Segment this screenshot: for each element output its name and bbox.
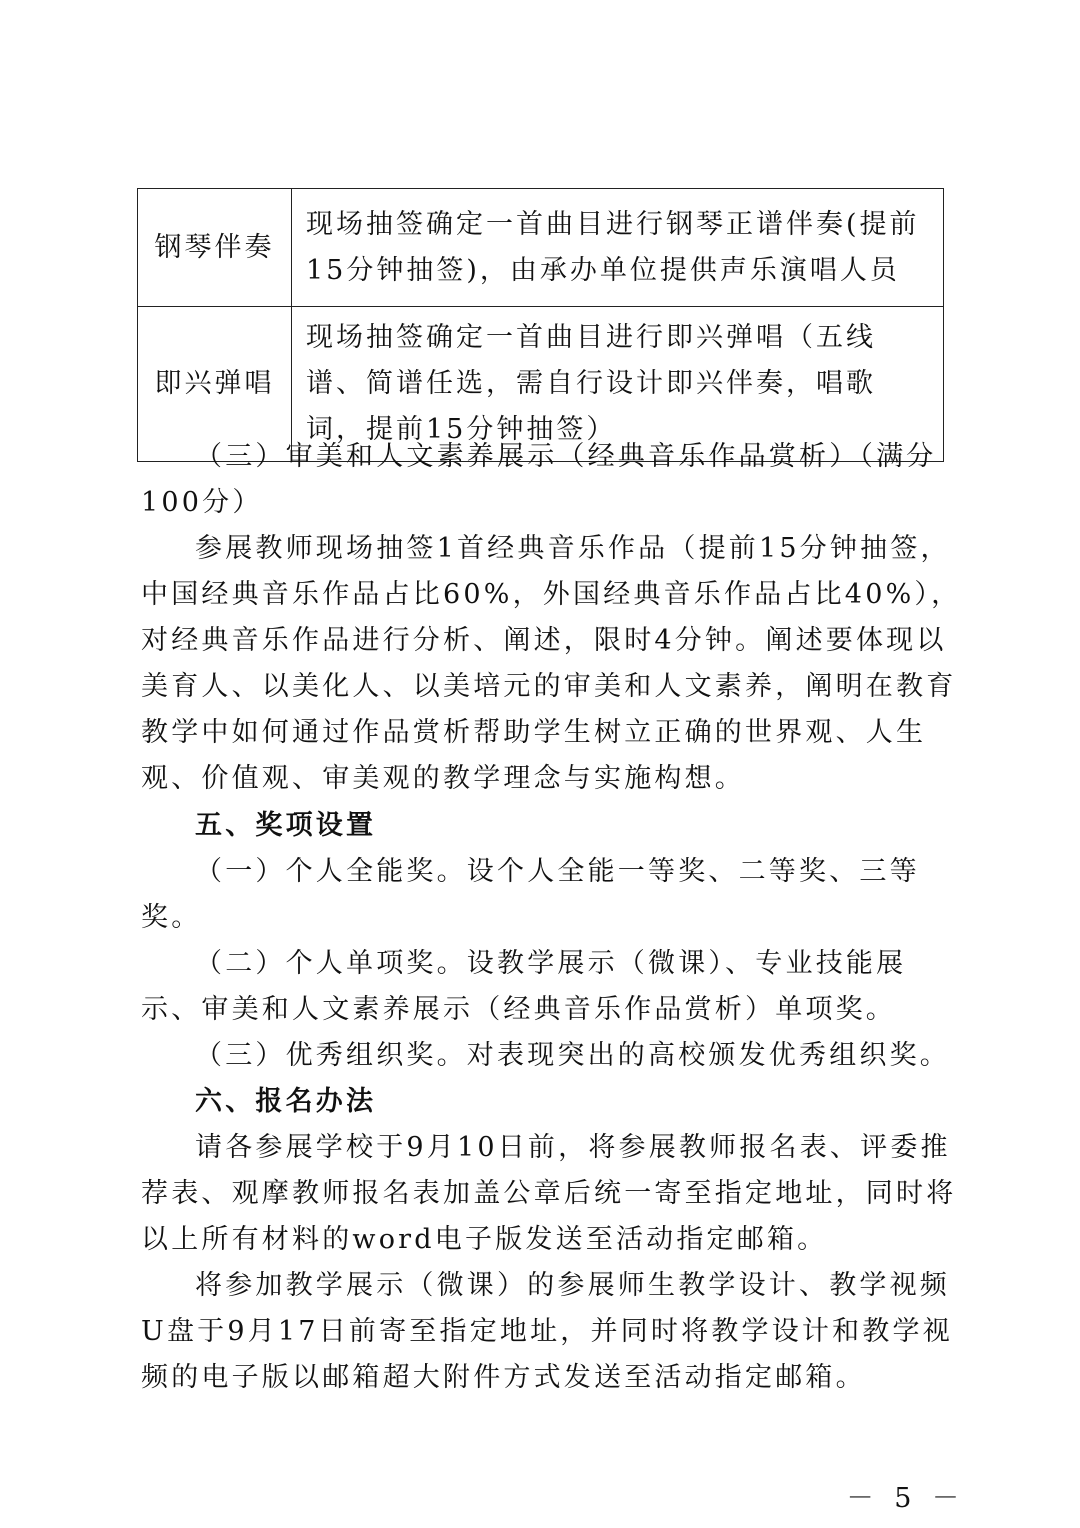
- table-cell-desc: 现场抽签确定一首曲目进行钢琴正谱伴奏(提前15分钟抽签)，由承办单位提供声乐演唱人员: [292, 189, 944, 307]
- awards-item-2: （二）个人单项奖。设教学展示（微课）、专业技能展示、审美和人文素养展示（经典音乐作品赏析）单项奖。: [141, 948, 907, 1025]
- table-cell-item: 即兴弹唱: [138, 307, 292, 462]
- table-cell-desc: 现场抽签确定一首曲目进行即兴弹唱（五线谱、简谱任选，需自行设计即兴伴奏，唱歌词，提前15分钟抽签）: [292, 307, 944, 462]
- registration-paragraph-2: 将参加教学展示（微课）的参展师生教学设计、教学视频U盘于9月17日前寄至指定地址，并同时将教学设计和教学视频的电子版以邮箱超大附件方式发送至活动指定邮箱。: [141, 1270, 953, 1393]
- registration-heading: 六、报名办法: [195, 1086, 377, 1117]
- section-3-paragraph: 参展教师现场抽签1首经典音乐作品（提前15分钟抽签，中国经典音乐作品占比60%，外国经典音乐作品占比40%），对经典音乐作品进行分析、阐述，限时4分钟。阐述要体现以美育人、以美化人、以美培元的审美和人文素养，阐明在教育教学中如何通过作品赏析帮助学生树立正确的世界观、人生观、价值观、审美观的教学理念与实施构想。: [141, 533, 962, 794]
- registration-paragraph-1: 请各参展学校于9月10日前，将参展教师报名表、评委推荐表、观摩教师报名表加盖公章后统一寄至指定地址，同时将以上所有材料的word电子版发送至活动指定邮箱。: [141, 1132, 957, 1255]
- awards-item-3: （三）优秀组织奖。对表现突出的高校颁发优秀组织奖。: [195, 1040, 950, 1071]
- table-cell-item: 钢琴伴奏: [138, 189, 292, 307]
- table-row: [138, 189, 944, 307]
- page-number: － 5 －: [846, 1483, 965, 1514]
- requirements-table: [137, 188, 944, 462]
- body-text: [141, 434, 965, 1401]
- awards-heading: 五、奖项设置: [195, 810, 377, 841]
- section-3-title: （三）审美和人文素养展示（经典音乐作品赏析）（满分100分）: [141, 441, 937, 518]
- awards-item-1: （一）个人全能奖。设个人全能一等奖、二等奖、三等奖。: [141, 856, 920, 933]
